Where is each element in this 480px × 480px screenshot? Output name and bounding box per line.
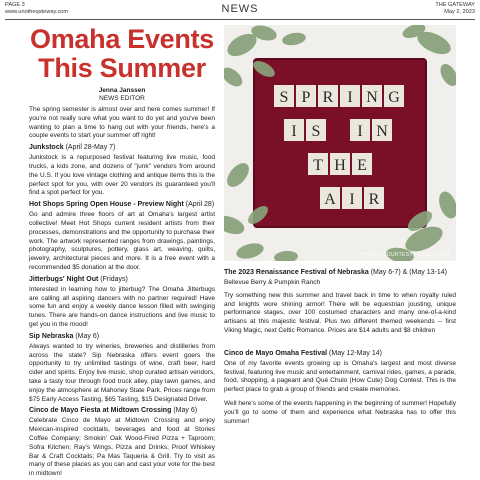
event-body: Try something new this summer and travel back in time to when royalty ruled and knights wore shining armor! There will be equestrian jousting, unique performance stages, over 100 costumed characters and many one-of-a-kind artisans at this majestic festival. Plus two different themed weekends -- first Viking Magic, next Celtic Romance. Prices are $14 adults and $8 children bbox=[224, 291, 456, 334]
event-heading bbox=[224, 349, 456, 358]
event-title: Junkstock bbox=[29, 144, 64, 152]
page-header bbox=[0, 0, 480, 20]
photo-illustration bbox=[224, 25, 456, 261]
website-url: www.unotheqateway.com bbox=[5, 9, 69, 15]
event-title: The 2023 Renaissance Festival of Nebraska bbox=[224, 269, 369, 276]
author-role: NEWS EDITOR bbox=[99, 95, 145, 102]
svg-text:G: G bbox=[388, 89, 400, 106]
event-title: Cinco de Mayo Fiesta at Midtown Crossing bbox=[29, 407, 172, 415]
feature-photo bbox=[224, 25, 456, 261]
svg-text:R: R bbox=[322, 89, 334, 106]
closing-paragraph: Well here's some of the events happening in the beginning of summer! Hopefully you'll go to some of them and experience what Nebraska has to offer this summer! bbox=[224, 399, 456, 425]
event-title: Hot Shops Spring Open House - Preview Night bbox=[29, 201, 184, 209]
svg-text:T: T bbox=[313, 157, 323, 174]
svg-text:N: N bbox=[366, 89, 378, 106]
byline bbox=[29, 87, 215, 103]
event-body: Always wanted to try wineries, breweries and distilleries from across the state? Sip Nebraska offers event goers the opportunity to try unlimited tastings of wine, craft beer, hard cider and spirits. Enjoy live music, shop curated artisan vendors, take a tasty tour through food truck alley, play lawn games, and enjoy the atmosphere at Mahoney State Park. Prices range from $75 Early Access Tasting, $65 Tasting, $15 Designated Driver. bbox=[29, 342, 215, 403]
event-heading bbox=[29, 200, 215, 209]
event-heading bbox=[29, 332, 215, 341]
svg-text:I: I bbox=[349, 191, 355, 208]
event-title: Jitterbugs' Night Out bbox=[29, 275, 99, 283]
event-heading bbox=[29, 143, 215, 152]
event-jitterbugs bbox=[29, 275, 215, 330]
svg-text:A: A bbox=[324, 191, 336, 208]
header-right bbox=[435, 2, 475, 16]
svg-text:R: R bbox=[368, 191, 380, 208]
left-column bbox=[29, 25, 215, 479]
event-date: (May 12-May 14) bbox=[329, 349, 382, 357]
event-body: Go and admire three floors of art at Omaha's largest artist collective! Meet Hot Shops current resident artists from their processes, demonstrations and the opportunity to purchase their work. The artwork represented ranges from drawings, paintings, photography, sculptures, pottery, glass art, weaving, quilts, jewelry, architectural pieces and more. It is a free event with a recommended $5 donation at the door. bbox=[29, 211, 215, 271]
svg-text:E: E bbox=[357, 157, 367, 174]
event-junkstock bbox=[29, 143, 215, 198]
author-name: Jenna Janssen bbox=[98, 87, 146, 94]
svg-text:N: N bbox=[376, 123, 388, 140]
issue-date: May 2, 2023 bbox=[444, 9, 475, 15]
right-column bbox=[224, 25, 456, 426]
event-date: (May 6) bbox=[173, 407, 198, 415]
article-title bbox=[29, 25, 215, 83]
svg-text:H: H bbox=[334, 157, 346, 174]
event-date: (Fridays) bbox=[100, 275, 128, 283]
event-date: (April 28) bbox=[185, 201, 215, 209]
svg-text:I: I bbox=[347, 89, 353, 106]
header-rule bbox=[5, 19, 475, 20]
svg-text:S: S bbox=[279, 89, 289, 106]
event-cinco-omaha bbox=[224, 349, 456, 427]
event-date: (May 6-7) & (May 13-14) bbox=[370, 269, 447, 276]
event-body: Celebrate Cinco de Mayo at Midtown Crossing and enjoy Mexican-inspired cocktails, beverages and food at Stories Coffee Company; Smokin' Oak Wood-Fired Pizza + Taproom; Sofra Kitchen; Ray's Wings, Pizza and Drinks; Proof Whiskey Bar & Craft Cocktails; Pa Mas Taqueria & Grill. Try to visit as many of these places as you can and cast your vote for the best in midtown! bbox=[29, 417, 215, 478]
event-date: (May 6) bbox=[75, 332, 100, 340]
publication-name: THE GATEWAY bbox=[435, 2, 475, 8]
event-location: Bellevue Berry & Pumpkin Ranch bbox=[224, 279, 321, 286]
photo-credit: PHOTO COURTESY PEXELS.COM bbox=[361, 252, 450, 258]
event-renaissance bbox=[224, 268, 456, 336]
event-body: One of my favorite events growing up is Omaha's largest and most diverse festival, featuring live music and entertainment, carnival rides, games, a parade, food, shopping, a pageant and Qué Chulo (How Cute) Dog Contest. This is the perfect place to grab a group of friends and create memories. bbox=[224, 359, 456, 394]
event-heading bbox=[29, 406, 215, 415]
title-line-1: Omaha Events bbox=[30, 24, 214, 54]
event-sip-nebraska bbox=[29, 332, 215, 405]
svg-text:I: I bbox=[291, 123, 297, 140]
svg-text:P: P bbox=[301, 89, 311, 106]
event-body: Interested in learning how to jitterbug? The Omaha Jitterbugs are calling all aspiring dancers with no partner required! Have some fun and enjoy a weekly dance lesson filled with swinging tunes. There are hands-on dance instructions and live music to get you in the mood! bbox=[29, 285, 215, 328]
event-hot-shops bbox=[29, 200, 215, 273]
event-title: Sip Nebraska bbox=[29, 332, 74, 340]
svg-text:S: S bbox=[311, 123, 321, 140]
page-number: PAGE 3 bbox=[5, 2, 25, 8]
event-title: Cinco de Mayo Omaha Festival bbox=[224, 349, 328, 357]
event-date: (April 28-May 7) bbox=[65, 144, 116, 152]
event-body: Junkstock is a repurposed festival featuring live music, food trucks, a kids zone, and dozens of "junk" vendors from around the U.S. If you love vintage clothing and antique items this is the perfect spot for you, with over 20 vendors its guaranteed you'll find a spot perfect for you. bbox=[29, 154, 215, 197]
svg-text:I: I bbox=[357, 123, 363, 140]
event-heading bbox=[224, 268, 456, 277]
title-line-2: This Summer bbox=[38, 53, 206, 83]
event-heading bbox=[29, 275, 215, 284]
event-cinco-midtown bbox=[29, 406, 215, 479]
section-name: NEWS bbox=[221, 3, 259, 15]
intro-paragraph: The spring semester is almost over and here comes summer! If you're not really sure what you want to do yet and you've been wanting to plan a time to hang out with your friends, here's a couple events to start your summer off right! bbox=[29, 106, 215, 140]
